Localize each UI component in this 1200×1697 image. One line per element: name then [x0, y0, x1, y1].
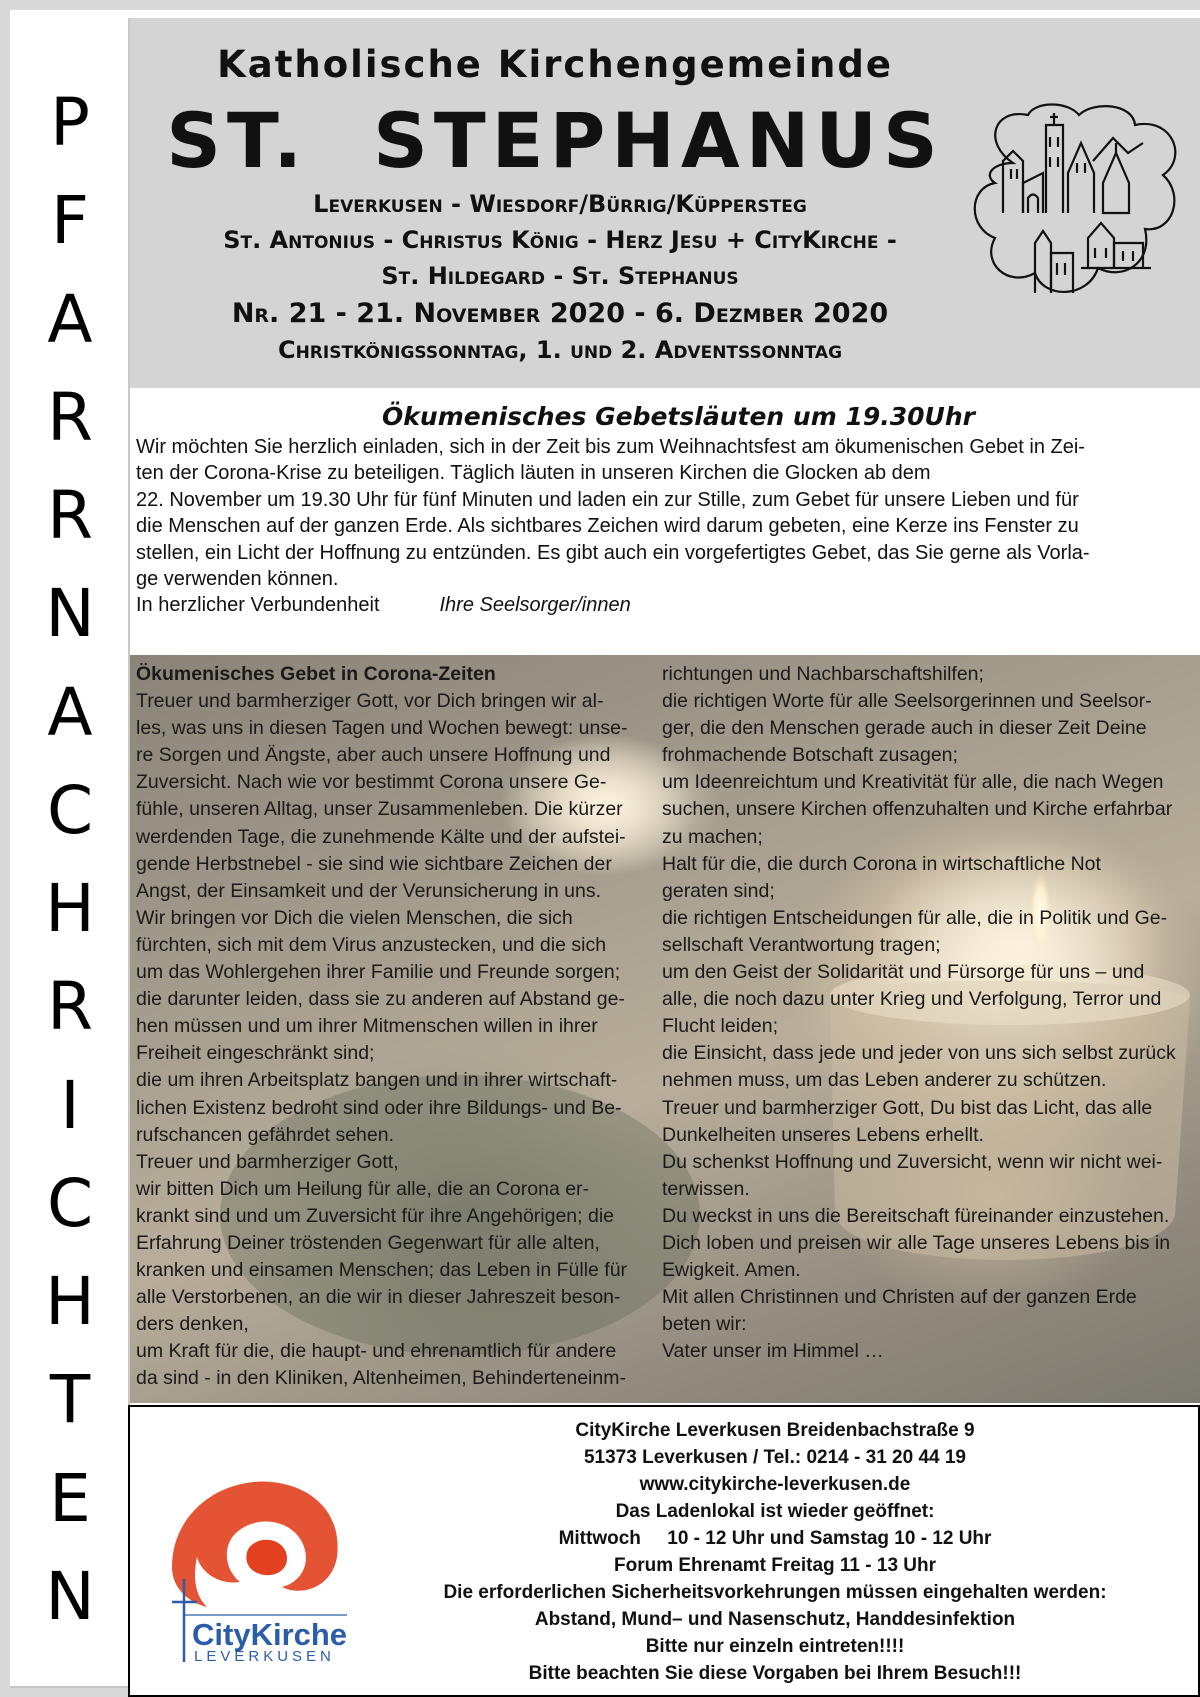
prayer-line: re Sorgen und Ängste, aber auch unsere Hoffnung und [136, 744, 611, 767]
article-gebetslaeuten [136, 400, 1191, 618]
prayer-line: wir bitten Dich um Heilung für alle, die an Corona er- [136, 1177, 590, 1200]
prayer-line: fürchten, sich mit dem Virus anzustecken, und die sich [136, 933, 607, 956]
prayer-line: alle, die noch dazu unter Krieg und Verfolgung, Terror und [662, 988, 1162, 1011]
prayer-line: werdenden Tage, die zunehmende Kälte und der aufstei- [136, 825, 626, 848]
church-logo-icon [973, 103, 1185, 303]
masthead-letter: C [46, 1164, 94, 1242]
citykirche-logo-icon [152, 1457, 352, 1662]
prayer-line: alle Verstorbenen, an die wir in dieser Jahreszeit beson- [136, 1286, 621, 1309]
article-line: Wir möchten Sie herzlich einladen, sich in der Zeit bis zum Weihnachtsfest am ökumenischen Gebet in Zei- [136, 436, 1085, 458]
churches-line-2: St. Hildegard - St. Stephanus [381, 262, 739, 290]
city-info-line: Forum Ehrenamt Freitag 11 - 13 Uhr [613, 1555, 937, 1576]
city-info-line[interactable]: www.citykirche-leverkusen.de [639, 1474, 911, 1495]
masthead-letter: T [49, 1361, 91, 1439]
prayer-line: Flucht leiden; [662, 1015, 778, 1038]
prayer-line: Angst, der Einsamkeit und der Verunsicherung in uns. [136, 879, 602, 902]
masthead-letter: F [51, 182, 89, 260]
prayer-line: beten wir: [662, 1313, 747, 1336]
prayer-line: die richtigen Entscheidungen für alle, die in Politik und Ge- [662, 906, 1168, 929]
prayer-line: Vater unser im Himmel … [662, 1340, 884, 1363]
article-line: ge verwenden können. [136, 568, 339, 591]
article-line: 22. November um 19.30 Uhr für fünf Minuten und laden ein zur Stille, zum Gebet für unsere Lieben und für [136, 488, 1079, 511]
prayer-line: rufschancen gefährdet sehen. [136, 1123, 395, 1146]
article-line: ten der Corona-Krise zu beteiligen. Täglich läuten in unseren Kirchen die Glocken ab dem [136, 462, 931, 485]
closing-text: In herzlicher Verbundenheit [136, 594, 380, 617]
sundays-line: Christkönigssonntag, 1. und 2. Adventssonntag [277, 336, 843, 364]
parish-title: Katholische Kirchengemeinde [217, 43, 893, 86]
article-line: die Menschen auf der ganzen Erde. Als sichtbares Zeichen wird darum gebeten, eine Kerze ins Fenster zu [136, 515, 1079, 538]
header-divider [130, 388, 967, 390]
prayer-line: fühle, unseren Alltag, unser Zusammenleben. Die kürzer [136, 798, 623, 821]
issue-line: Nr. 21 - 21. November 2020 - 6. Dezmber 2020 [231, 298, 889, 329]
prayer-line: um Kraft für die, die haupt- und ehrenamtlich für andere [136, 1340, 617, 1363]
prayer-line: Freiheit eingeschränkt sind; [136, 1042, 375, 1065]
masthead-letter: R [47, 477, 93, 555]
masthead-letters [10, 84, 130, 1635]
citykirche-box [128, 1405, 1200, 1697]
masthead-letter: P [50, 84, 90, 161]
masthead-letter: A [47, 280, 93, 358]
prayer-line: Treuer und barmherziger Gott, vor Dich bringen wir al- [136, 690, 604, 713]
prayer-line: Erfahrung Deiner tröstenden Gegenwart für alle alten, [136, 1231, 600, 1254]
city-info-line: Mittwoch 10 - 12 Uhr und Samstag 10 - 12 Uhr [558, 1528, 992, 1549]
prayer-title: Ökumenisches Gebet in Corona-Zeiten [136, 663, 496, 685]
prayer-line: um Ideenreichtum und Kreativität für alle, die nach Wegen [662, 771, 1164, 794]
article-line: stellen, ein Licht der Hoffnung zu entzünden. Es gibt auch ein vorgefertigtes Gebet, das Sie gerne als Vorla- [136, 541, 1090, 564]
prayer-line: die um ihren Arbeitsplatz bangen und in ihrer wirtschaft- [136, 1069, 618, 1092]
header [130, 18, 1200, 388]
logo-wordmark: CityKirche [192, 1617, 348, 1652]
prayer-line: die darunter leiden, dass sie zu anderen auf Abstand ge- [136, 988, 625, 1011]
prayer-line: Mit allen Christinnen und Christen auf der ganzen Erde [662, 1286, 1137, 1309]
prayer-line: Treuer und barmherziger Gott, [136, 1150, 399, 1173]
city-info-line: CityKirche Leverkusen Breidenbachstraße 9 [575, 1420, 975, 1441]
article-heading: Ökumenisches Gebetsläuten um 19.30Uhr [382, 402, 975, 431]
prayer-line: Ewigkeit. Amen. [662, 1259, 801, 1282]
prayer-line: sellschaft Verantwortung tragen; [662, 933, 941, 956]
prayer-line: um das Wohlergehen ihrer Familie und Freunde sorgen; [136, 961, 621, 984]
city-info-line: Abstand, Mund– und Nasenschutz, Handdesinfektion [534, 1609, 1016, 1630]
city-info-line: Bitte nur einzeln eintreten!!!! [645, 1636, 905, 1657]
masthead-letter: A [47, 673, 93, 751]
masthead-letter: H [45, 1263, 95, 1341]
prayer-line: geraten sind; [662, 879, 775, 902]
masthead-letter: R [47, 378, 93, 456]
prayer-box [130, 655, 1200, 1403]
prayer-line: lichen Existenz bedroht sind oder ihre Bildungs- und Be- [136, 1096, 622, 1119]
prayer-line: Treuer und barmherziger Gott, Du bist das Licht, das alle [662, 1096, 1153, 1119]
prayer-line: krankt sind und um Zuversicht für ihre Angehörigen; die [136, 1204, 615, 1227]
prayer-line: richtungen und Nachbarschaftshilfen; [662, 663, 984, 685]
citykirche-info [385, 1417, 1165, 1687]
prayer-line: um den Geist der Solidarität und Fürsorge für uns – und [662, 961, 1145, 984]
prayer-line: da sind - in den Kliniken, Altenheimen, Behinderteneinm- [136, 1367, 626, 1390]
prayer-line: frohmachende Botschaft zusagen; [662, 744, 958, 767]
prayer-line: les, was uns in diesen Tagen und Wochen bewegt: unse- [136, 717, 628, 740]
city-info-line: Die erforderlichen Sicherheitsvorkehrungen müssen eingehalten werden: [443, 1582, 1107, 1603]
article-signoff [136, 592, 1191, 618]
city-info-line: 51373 Leverkusen / Tel.: 0214 - 31 20 44 19 [583, 1447, 966, 1468]
signature-text: Ihre Seelsorger/innen [439, 594, 631, 617]
parish-name: ST. STEPHANUS [166, 96, 944, 185]
prayer-line: terwissen. [662, 1177, 750, 1200]
prayer-column-right [662, 661, 1197, 1365]
prayer-line: kranken und einsamen Menschen; das Leben in Fülle für [136, 1259, 628, 1282]
masthead-letter: N [45, 575, 95, 653]
prayer-line: Zuversicht. Nach wie vor bestimmt Corona unsere Ge- [136, 771, 607, 794]
masthead-letter: R [47, 968, 93, 1046]
prayer-line: nehmen muss, um das Leben anderer zu schützen. [662, 1069, 1107, 1092]
masthead-letter: N [45, 1557, 95, 1635]
vertical-masthead [10, 18, 130, 1688]
churches-line-1: St. Antonius - Christus König - Herz Jesu + CityKirche - [223, 226, 897, 254]
prayer-line: die richtigen Worte für alle Seelsorgerinnen und Seelsor- [662, 690, 1152, 713]
prayer-line: suchen, unsere Kirchen offenzuhalten und Kirche erfahrbar [662, 798, 1173, 821]
prayer-line: die Einsicht, dass jede und jeder von uns sich selbst zurück [662, 1042, 1176, 1065]
city-info-line: Das Ladenlokal ist wieder geöffnet: [615, 1501, 935, 1522]
prayer-line: ger, die den Menschen gerade auch in dieser Zeit Deine [662, 717, 1147, 740]
masthead-letter: H [45, 870, 95, 948]
prayer-line: Dunkelheiten unseres Lebens erhellt. [662, 1123, 984, 1146]
prayer-line: Halt für die, die durch Corona in wirtschaftliche Not [662, 852, 1101, 875]
prayer-line: Du schenkst Hoffnung und Zuversicht, wenn wir nicht wei- [662, 1150, 1163, 1173]
location-line: Leverkusen - Wiesdorf/Bürrig/Küppersteg [313, 190, 807, 218]
prayer-line: hen müssen und um ihrer Mitmenschen willen in ihrer [136, 1015, 598, 1038]
masthead-letter: E [49, 1459, 91, 1537]
prayer-line: zu machen; [662, 825, 763, 848]
logo-subtitle: LEVERKUSEN [194, 1648, 335, 1662]
prayer-line: Dich loben und preisen wir alle Tage unseres Lebens bis in [662, 1231, 1171, 1254]
prayer-line: ders denken, [136, 1313, 249, 1336]
city-info-line: Bitte beachten Sie diese Vorgaben bei Ihrem Besuch!!! [528, 1663, 1022, 1684]
article-body [136, 434, 1191, 592]
prayer-line: gende Herbstnebel - sie sind wie sichtbare Zeichen der [136, 852, 612, 875]
masthead-letter: I [60, 1066, 80, 1144]
masthead-letter: C [46, 771, 94, 849]
prayer-line: Du weckst in uns die Bereitschaft füreinander einzustehen. [662, 1204, 1170, 1227]
prayer-line: Wir bringen vor Dich die vielen Menschen, die sich [136, 906, 573, 929]
prayer-column-left [136, 661, 626, 1393]
